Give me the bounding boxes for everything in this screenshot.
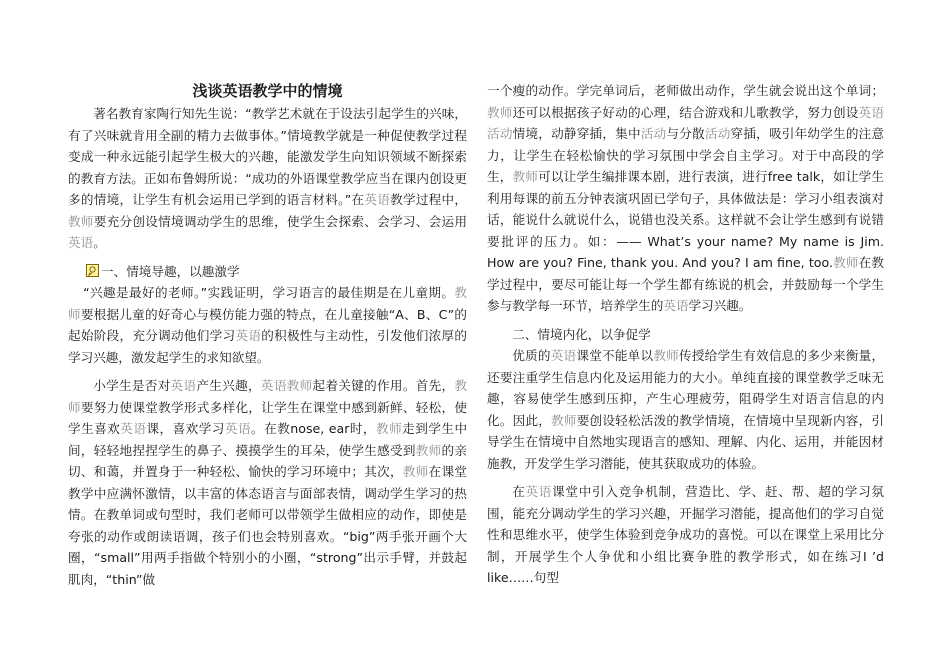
text-run: 传授给学生有效信息的多少来衡量，还要注重学生信息内化及运用能力的大小。单纯直接的课堂教学乏味无趣，容易使学生感到压抑，产生心理疲劳，阻碍学生对语言信息的内化。因此，	[487, 348, 885, 428]
highlighted-term: 英语	[224, 421, 252, 436]
text-run: 要努力使课堂教学形式多样化，让学生在课堂中感到新鲜、轻松，使学生喜欢	[68, 399, 468, 436]
text-run: 的亲切、和蔼，并置身于一种轻松、愉快的学习环境中；其次，	[68, 442, 468, 479]
highlighted-term: 教师	[68, 213, 94, 229]
highlighted-term: 教师	[68, 285, 467, 322]
highlighted-term: 英语	[235, 328, 262, 343]
text-run: 学习兴趣。	[688, 298, 752, 313]
right-column	[487, 80, 884, 589]
text-run: 与分散	[666, 126, 705, 141]
text-run: 课堂不能单以	[576, 348, 654, 363]
section-heading-1-text: 一、情境导趣，以趣激学	[101, 263, 240, 279]
highlighted-term: 英语	[663, 298, 689, 313]
highlighted-term: 英语	[68, 235, 94, 250]
highlighted-term: 英语	[550, 348, 577, 363]
text-run: 要根据儿童的好奇心与模仿能力强的特点，在儿童接触“A、B、C”的起始阶段，充分调动他们学习	[68, 306, 467, 343]
highlighted-term: 英语	[170, 378, 197, 393]
text-run: 情境，动静穿插，集中	[512, 126, 641, 141]
text-run: 的积极性与主动性，引发他们浓厚的学习兴趣，激发起学生的求知欲望。	[68, 328, 468, 365]
highlighted-term: 教师	[68, 378, 468, 415]
highlighted-term: 教师	[402, 464, 429, 479]
highlighted-term: 教师	[653, 348, 680, 363]
text-run: 。	[93, 235, 106, 250]
text-run: 小学生是否对	[93, 378, 171, 393]
highlighted-term: 教师	[487, 104, 513, 120]
highlighted-term: 英语	[525, 484, 553, 499]
text-run: 可以让学生编排课本剧，进行表演，进行free talk，如让学生利用每课的前五分钟表演巩固已学句子，具体做法是：学习小组表演对话，能说什么就说什么，说错也没关系。这样就不会让学生感到有说错要批评的压力。如：—— What’s your name? My name is Jim. How are you? Fine, thank you. And you? I am fine, too.	[487, 169, 885, 270]
text-run: 还可以根据孩子好动的心理，结合游戏和儿歌教学，努力创设	[512, 104, 859, 120]
highlighted-term: 教师	[551, 412, 577, 428]
text-run: “兴趣是最好的老师。”实践证明，学习语言的最佳期是在儿童期。	[83, 285, 455, 300]
highlighted-term: 英语活动	[487, 104, 885, 141]
section-heading-2: 二、情境内化，以争促学	[512, 326, 651, 342]
text-run: 课堂中引入竞争机制，营造比、学、赶、帮、超的学习氛围，能充分调动学生的学习兴趣，开掘学习潜能，提高他们的学习自觉性和思维水平，使学生体验到竞争成功的喜悦。可以在课堂上采用比分制，开展学生个人争优和小组比赛争胜的教学形式，如在练习I ’d like……句型	[487, 484, 885, 585]
highlighted-term: 教师	[415, 442, 442, 458]
text-run: 优质的	[512, 348, 551, 363]
text-run: 起着关键的作用。首先，	[312, 378, 455, 393]
text-run: 著名教育家陶行知先生说：“教学艺术就在于设法引起学生的兴味，有了兴味就肯用全副的精力去做事体。”情境教学就是一种促使教学过程变成一种永远能引起学生极大的兴趣，能激发学生向知识领域不断探索的教育方法。正如布鲁姆所说：“成功的外语课堂教学应当在课内创设更多的情境，让学生有机会运用已学到的语言材料。”在	[68, 106, 467, 207]
section-heading-1	[68, 261, 467, 283]
paragraph-continued	[487, 80, 884, 317]
highlighted-term: 英语	[120, 421, 147, 436]
paragraph-teacher-role	[68, 375, 467, 590]
highlighted-term: 活动	[704, 126, 731, 141]
highlighted-term: 教师	[832, 255, 859, 270]
text-run: 要充分创设情境调动学生的思维，使学生会探索、会学习、会运用	[93, 213, 468, 229]
text-run: 穿插，吸引年幼学生的注意力，让学生在轻松愉快的学习氛围中学会自主学习。对于中高段的学生，	[487, 126, 885, 184]
highlighted-term: 英语教师	[260, 378, 313, 393]
text-run: 教学过程中，	[390, 192, 468, 207]
text-run: 在	[512, 484, 526, 499]
text-run: 课，喜欢学习	[146, 421, 225, 436]
highlighted-term: 教师	[512, 169, 539, 184]
text-run: 在教学过程中，要尽可能让每一个学生都有练说的机会，并鼓励每一个学生参与教学每一环节，培养学生的	[487, 255, 885, 313]
highlighted-term: 英语	[364, 192, 391, 207]
text-run: 一个瘦的动作。学完单词后，老师做出动作，学生就会说出这个单词；	[487, 83, 884, 98]
text-run: 产生兴趣，	[196, 378, 261, 393]
text-run: 要创设轻松活泼的教学情境，在情境中呈现新内容，引导学生在情境中自然地实现语言的感知、理解、内化、运用，并能因材施教，开发学生学习潜能，使其获取成功的体验。	[487, 412, 885, 471]
highlighted-term: 活动	[640, 126, 667, 141]
paragraph-interest	[68, 282, 467, 368]
intro-paragraph	[68, 103, 467, 254]
comment-note-icon[interactable]	[86, 264, 99, 277]
text-run: 。在教nose, ear时，	[251, 421, 377, 436]
highlighted-term: 教师	[376, 421, 403, 436]
document-title: 浅谈英语教学中的情境	[192, 82, 343, 100]
left-column	[68, 80, 467, 590]
text-run: 在课堂教学中应满怀激情，以丰富的体态语言与面部表情，调动学生学习的热情。在教单词或句型时，我们老师可以带领学生做相应的动作，即使是夸张的动作或朗读语调，孩子们也会特别喜欢。“big”两手张开画个大圈，“small”用两手指做个特别小的小圈，“strong”出示手臂，并鼓起肌肉，“thin”做	[68, 464, 468, 587]
paragraph-internalize	[487, 345, 884, 474]
text-run: 走到学生中间，轻轻地捏捏学生的鼻子、摸摸学生的耳朵，使学生感受到	[68, 421, 468, 458]
paragraph-competition	[487, 481, 884, 589]
